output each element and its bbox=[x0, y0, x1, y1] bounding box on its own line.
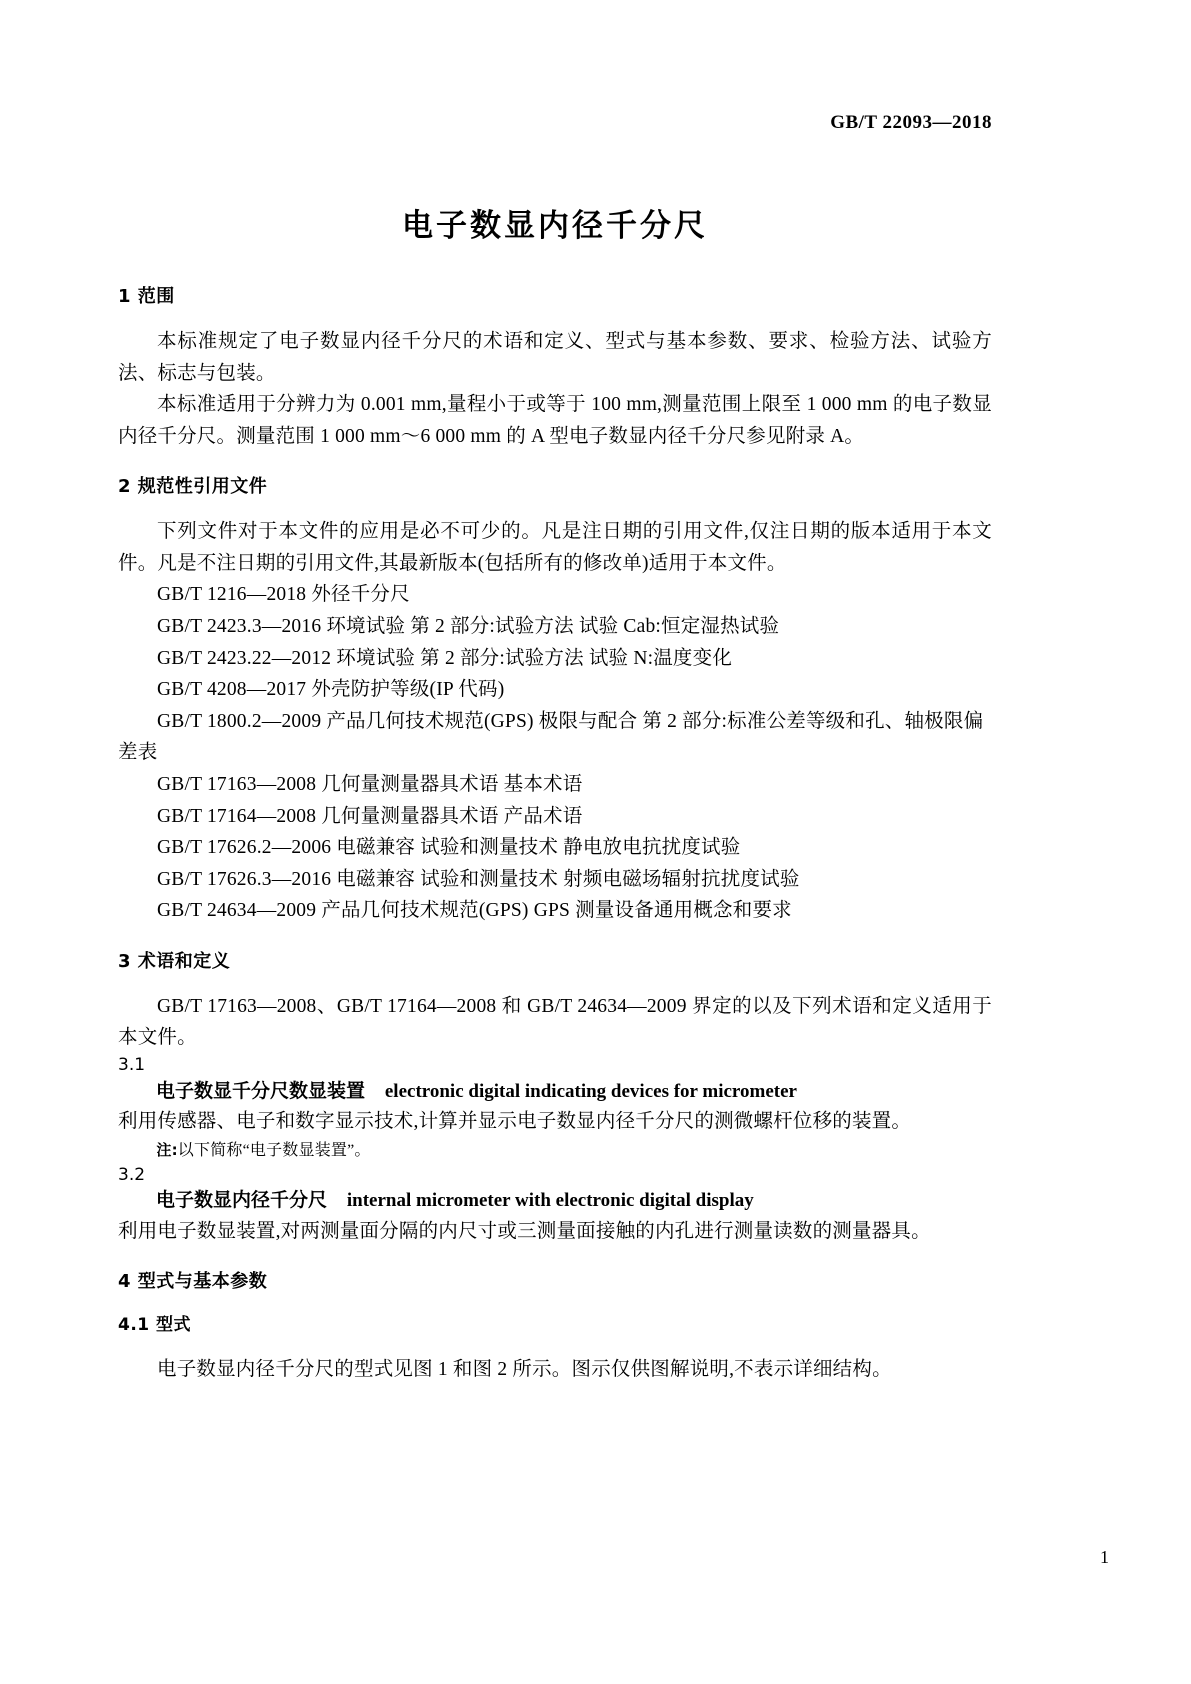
clause-1-paragraph-2: 本标准适用于分辨力为 0.001 mm,量程小于或等于 100 mm,测量范围上限至 1 000 mm 的电子数显内径千分尺。测量范围 1 000 mm～6 000 mm 的 A 型电子数显内径千分尺参见附录 A。 bbox=[118, 394, 992, 447]
body-flow bbox=[118, 288, 992, 1386]
normative-reference-item: GB/T 17626.3—2016 电磁兼容 试验和测量技术 射频电磁场辐射抗扰度试验 bbox=[157, 868, 800, 890]
normative-reference-item: GB/T 1800.2—2009 产品几何技术规范(GPS) 极限与配合 第 2 部分:标准公差等级和孔、轴极限偏差表 bbox=[118, 710, 984, 764]
clause-3-paragraph-1: GB/T 17163—2008、GB/T 17164—2008 和 GB/T 24634—2009 界定的以及下列术语和定义适用于本文件。 bbox=[118, 995, 992, 1049]
clause-1-paragraph-1: 本标准规定了电子数显内径千分尺的术语和定义、型式与基本参数、要求、检验方法、试验方法、标志与包装。 bbox=[118, 331, 992, 384]
term-3-1-definition: 利用传感器、电子和数字显示技术,计算并显示电子数显内径千分尺的测微螺杆位移的装置。 bbox=[118, 1111, 912, 1133]
document-title: 电子数显内径千分尺 bbox=[402, 208, 708, 244]
normative-reference-item: GB/T 17626.2—2006 电磁兼容 试验和测量技术 静电放电抗扰度试验 bbox=[157, 837, 741, 859]
clause-1-heading: 1 范围 bbox=[118, 286, 175, 307]
term-3-1-title bbox=[118, 1077, 992, 1106]
clause-2-paragraph-1: 下列文件对于本文件的应用是必不可少的。凡是注日期的引用文件,仅注日期的版本适用于本文件。凡是不注日期的引用文件,其最新版本(包括所有的修改单)适用于本文件。 bbox=[118, 521, 992, 574]
clause-2-heading: 2 规范性引用文件 bbox=[118, 476, 268, 498]
running-head-standard-number: GB/T 22093—2018 bbox=[830, 112, 992, 133]
term-3-1-note bbox=[118, 1138, 992, 1164]
term-3-1-english: electronic digital indicating devices for micrometer bbox=[384, 1080, 797, 1102]
term-3-1-chinese: 电子数显千分尺数显装置 bbox=[156, 1079, 366, 1102]
term-number-3-1: 3.1 bbox=[118, 1054, 146, 1075]
normative-reference-item: GB/T 17163—2008 几何量测量器具术语 基本术语 bbox=[157, 773, 583, 795]
clause-3-heading: 3 术语和定义 bbox=[118, 950, 231, 972]
note-text: 以下简称“电子数显装置”。 bbox=[177, 1141, 371, 1159]
term-3-2-title bbox=[118, 1186, 992, 1215]
term-number-3-2: 3.2 bbox=[118, 1164, 146, 1185]
normative-reference-item: GB/T 2423.3—2016 环境试验 第 2 部分:试验方法 试验 Cab:恒定湿热试验 bbox=[157, 616, 780, 638]
normative-reference-item: GB/T 1216—2018 外径千分尺 bbox=[157, 584, 410, 606]
subclause-4-1-heading: 4.1 型式 bbox=[118, 1315, 192, 1336]
page-number: 1 bbox=[1100, 1547, 1109, 1567]
normative-reference-item: GB/T 24634—2009 产品几何技术规范(GPS) GPS 测量设备通用概念和要求 bbox=[157, 900, 792, 922]
clause-4-heading: 4 型式与基本参数 bbox=[118, 1271, 268, 1293]
normative-reference-item: GB/T 17164—2008 几何量测量器具术语 产品术语 bbox=[157, 805, 583, 827]
subclause-4-1-paragraph-1: 电子数显内径千分尺的型式见图 1 和图 2 所示。图示仅供图解说明,不表示详细结构。 bbox=[157, 1359, 892, 1381]
normative-reference-item: GB/T 2423.22—2012 环境试验 第 2 部分:试验方法 试验 N:温度变化 bbox=[157, 647, 733, 669]
note-label: 注: bbox=[156, 1140, 178, 1159]
term-3-2-english: internal micrometer with electronic digital display bbox=[346, 1190, 754, 1212]
term-3-2-definition: 利用电子数显装置,对两测量面分隔的内尺寸或三测量面接触的内孔进行测量读数的测量器具。 bbox=[118, 1220, 931, 1242]
normative-reference-item: GB/T 4208—2017 外壳防护等级(IP 代码) bbox=[157, 679, 505, 701]
term-3-2-chinese: 电子数显内径千分尺 bbox=[156, 1189, 328, 1212]
